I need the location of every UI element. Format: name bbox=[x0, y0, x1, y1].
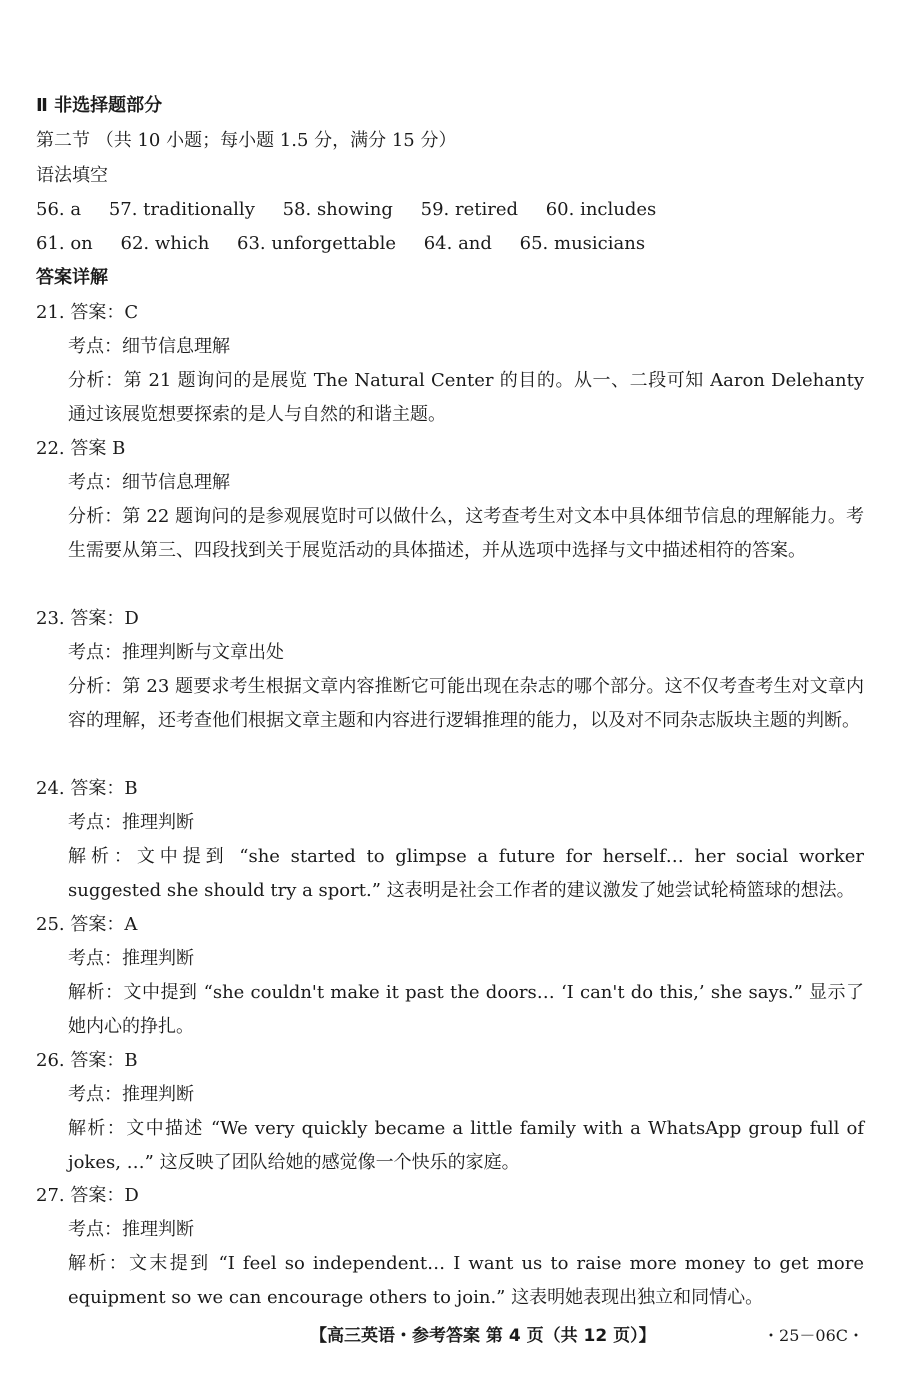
section-title: Ⅱ 非选择题部分 bbox=[36, 95, 163, 116]
answer-61: 61. on bbox=[36, 233, 93, 254]
answer-58: 58. showing bbox=[282, 199, 393, 220]
item-22-analysis: 分析：第 22 题询问的是参观展览时可以做什么，这考查考生对文本中具体细节信息的理解能力。考生需要从第三、四段找到关于展览活动的具体描述，并从选项中选择与文中描述相符的答案。 bbox=[68, 506, 864, 561]
item-23-answer: 23. 答案：D bbox=[36, 608, 139, 629]
answer-62: 62. which bbox=[120, 233, 210, 254]
item-27-analysis: 解析：文末提到 “I feel so independent… I want us to raise more money to get more equipment so we can encourage others to join.” 这表明她表现出独立和同情心。 bbox=[68, 1253, 864, 1308]
item-26-answer: 26. 答案：B bbox=[36, 1050, 138, 1071]
item-22-answer: 22. 答案 B bbox=[36, 438, 126, 459]
answers-row-1 bbox=[36, 198, 678, 222]
item-27-point: 考点：推理判断 bbox=[68, 1219, 194, 1240]
item-23-point: 考点：推理判断与文章出处 bbox=[68, 642, 284, 663]
item-27-answer: 27. 答案：D bbox=[36, 1185, 139, 1206]
item-25-analysis: 解析：文中提到 “she couldn't make it past the doors… ‘I can't do this,’ she says.” 显示了她内心的挣扎。 bbox=[68, 982, 864, 1037]
answer-63: 63. unforgettable bbox=[237, 233, 396, 254]
item-26-point: 考点：推理判断 bbox=[68, 1084, 194, 1105]
answers-row-2 bbox=[36, 232, 667, 256]
item-25-answer: 25. 答案：A bbox=[36, 914, 138, 935]
answer-65: 65. musicians bbox=[519, 233, 646, 254]
page-footer bbox=[0, 1322, 900, 1352]
item-26-analysis: 解析：文中描述 “We very quickly became a little family with a WhatsApp group full of jokes, …” 这反映了团队给她的感觉像一个快乐的家庭。 bbox=[68, 1118, 864, 1173]
answer-64: 64. and bbox=[423, 233, 492, 254]
section-topic: 语法填空 bbox=[36, 165, 108, 186]
details-title: 答案详解 bbox=[36, 267, 108, 288]
item-24-answer: 24. 答案：B bbox=[36, 778, 138, 799]
item-24-analysis: 解析：文中提到 “she started to glimpse a future for herself… her social worker suggested she should try a sport.” 这表明是社会工作者的建议激发了她尝试轮椅篮球的想法。 bbox=[68, 846, 864, 901]
item-24-point: 考点：推理判断 bbox=[68, 812, 194, 833]
answer-56: 56. a bbox=[36, 199, 82, 220]
footer-title: 【高三英语・参考答案 第 4 页（共 12 页）】 bbox=[310, 1326, 656, 1346]
answer-60: 60. includes bbox=[545, 199, 657, 220]
item-21-analysis: 分析：第 21 题询问的是展览 The Natural Center 的目的。从一、二段可知 Aaron Delehanty 通过该展览想要探索的是人与自然的和谐主题。 bbox=[68, 370, 864, 425]
answer-59: 59. retired bbox=[420, 199, 518, 220]
item-23-analysis: 分析：第 23 题要求考生根据文章内容推断它可能出现在杂志的哪个部分。这不仅考查考生对文章内容的理解，还考查他们根据文章主题和内容进行逻辑推理的能力，以及对不同杂志版块主题的判断。 bbox=[68, 676, 864, 731]
item-21-point: 考点：细节信息理解 bbox=[68, 336, 230, 357]
item-25-point: 考点：推理判断 bbox=[68, 948, 194, 969]
answer-57: 57. traditionally bbox=[108, 199, 255, 220]
section-subtitle: 第二节 （共 10 小题；每小题 1.5 分，满分 15 分） bbox=[36, 130, 457, 151]
footer-code: ・25－06C・ bbox=[763, 1326, 864, 1345]
item-21-answer: 21. 答案：C bbox=[36, 302, 139, 323]
item-22-point: 考点：细节信息理解 bbox=[68, 472, 230, 493]
